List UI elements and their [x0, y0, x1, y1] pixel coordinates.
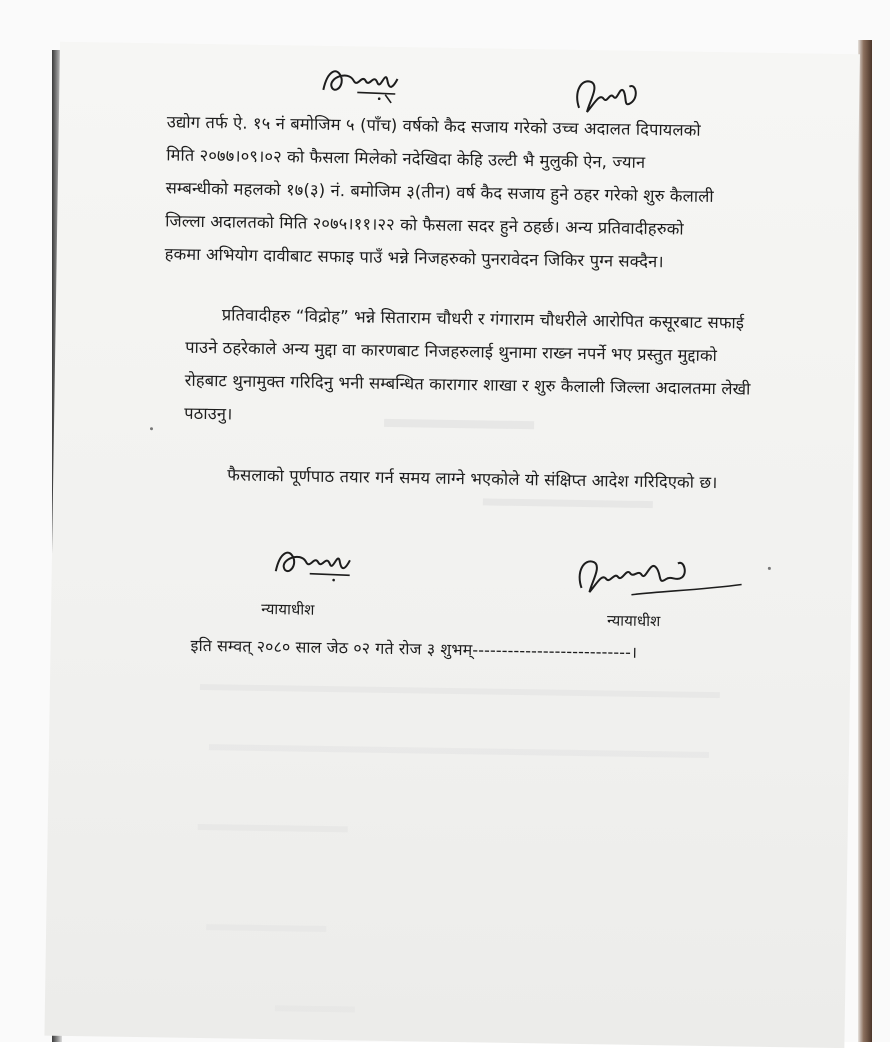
ink-dot: [768, 567, 771, 570]
scan-right-edge: [858, 40, 872, 1042]
bleed-through: [198, 824, 348, 832]
paragraph-1-line-1: उद्योग तर्फ ऐ. १५ नं बमोजिम ५ (पाँच) वर्षको कैद सजाय गरेको उच्च अदालत दिपायलको: [166, 112, 701, 140]
paragraph-2-line-2: पाउने ठहरेकाले अन्य मुद्दा वा कारणबाट निजहरुलाई थुनामा राख्न नपर्ने भए प्रस्तुत मुद्दाको: [185, 337, 718, 366]
bottom-signature-left: [270, 541, 361, 586]
bleed-through: [206, 924, 326, 932]
paragraph-1-line-5: हकमा अभियोग दावीबाट सफाइ पाउँ भन्ने निजहरुको पुनरावेदन जिकिर पुग्न सक्दैन।: [164, 244, 664, 272]
paragraph-1-line-4: जिल्ला अदालतको मिति २०७५।११।२२ को फैसला सदर हुने ठहर्छ। अन्य प्रतिवादीहरुको: [165, 211, 684, 239]
paragraph-2-line-1: प्रतिवादीहरु “विद्रोह” भन्ने सिताराम चौधरी र गंगाराम चौधरीले आरोपित कसूरबाट सफाई: [221, 305, 745, 333]
bleed-through: [483, 498, 653, 508]
ink-dot: [150, 427, 153, 430]
judge-right-label: न्यायाधीश: [606, 611, 661, 631]
paragraph-2-line-3: रोहबाट थुनामुक्त गरिदिनु भनी सम्बन्धित कारागार शाखा र शुरु कैलाली जिल्ला अदालतमा लेखी: [184, 370, 751, 399]
bleed-through: [209, 744, 709, 758]
paragraph-1-line-3: सम्बन्धीको महलको १७(३) नं. बमोजिम ३(तीन) वर्ष कैद सजाय हुने ठहर गरेको शुरु कैलाली: [165, 178, 714, 207]
paragraph-1-line-2: मिति २०७७।०९।०२ को फैसला मिलेको नदेखिदा केहि उल्टी भै मुलुकी ऐन, ज्यान: [166, 145, 646, 172]
bleed-through: [384, 419, 534, 429]
bottom-signature-right: [571, 550, 752, 603]
date-line: इति सम्वत् २०८० साल जेठ ०२ गते रोज ३ शुभम्---------------------------।: [190, 635, 638, 662]
top-signature-left: [317, 60, 408, 105]
judge-left-label: न्यायाधीश: [261, 599, 315, 619]
paragraph-2-line-4: पठाउनु।: [184, 403, 233, 424]
bleed-through: [200, 684, 720, 698]
paragraph-3: फैसलाको पूर्णपाठ तयार गर्न समय लाग्ने भएकोले यो संक्षिप्त आदेश गरिदिएको छ।: [227, 465, 718, 493]
document-page: [44, 42, 860, 1048]
bleed-through: [275, 1005, 355, 1012]
top-signature-right: [569, 72, 650, 119]
